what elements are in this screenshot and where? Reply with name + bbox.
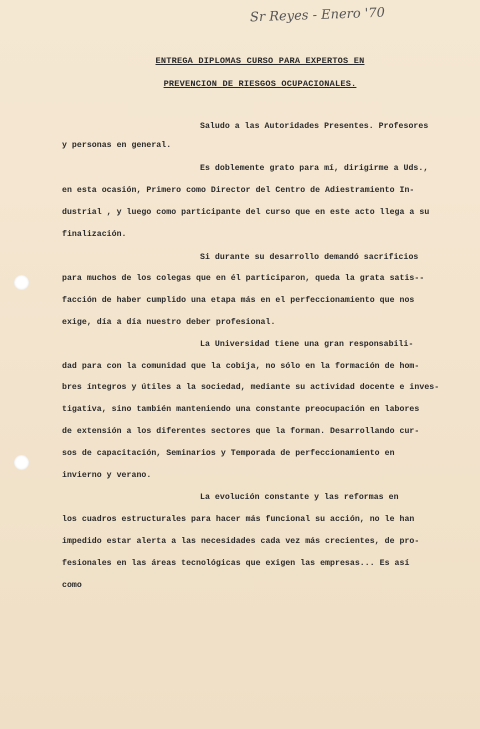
body-line: de extensión a los diferentes sectores que la forman. Desarrollando cur- [62,427,420,436]
body-line: tigativa, sino también manteniendo una constante preocupación en labores [62,405,420,414]
body-line: sos de capacitación, Seminarios y Temporada de perfeccionamiento en [62,449,395,458]
title-line-2: PREVENCION DE RIESGOS OCUPACIONALES. [163,79,357,89]
body-line: dad para con la comunidad que la cobija, no sólo en la formación de hom- [62,362,420,371]
body-line: Es doblemente grato para mí, dirigirme a Uds., [200,164,429,173]
title-line-1: ENTREGA DIPLOMAS CURSO PARA EXPERTOS EN [155,56,365,66]
body-line: dustrial , y luego como participante del curso que en este acto llega a su [62,208,430,217]
punch-hole-bottom [14,455,29,470]
handwritten-annotation: Sr Reyes - Enero '70 [249,5,386,26]
body-line: para muchos de los colegas que en él participaron, queda la grata satis-- [62,274,425,283]
body-line: Saludo a las Autoridades Presentes. Profesores [200,122,429,131]
body-line: impedido estar alerta a las necesidades cada vez más crecientes, de pro- [62,537,420,546]
body-line: en esta ocasión, Primero como Director del Centro de Adiestramiento In- [62,186,415,195]
body-line: invierno y verano. [62,471,152,480]
punch-hole-top [14,275,29,290]
body-line: Si durante su desarrollo demandó sacrificios [200,253,419,262]
body-line: facción de haber cumplido una etapa más en el perfeccionamiento que nos [62,296,415,305]
body-line: como [62,581,82,590]
body-line: La evolución constante y las reformas en [200,493,399,502]
body-line: exige, día a día nuestro deber profesional. [62,318,276,327]
body-line: fesionales en las áreas tecnológicas que exigen las empresas... Es así [62,559,410,568]
body-line: bres íntegros y útiles a la sociedad, mediante su actividad docente e inves- [62,383,440,392]
body-line: La Universidad tiene una gran responsabili- [200,340,414,349]
body-line: los cuadros estructurales para hacer más funcional su acción, no le han [62,515,415,524]
body-line: y personas en general. [62,141,172,150]
body-line: finalización. [62,230,127,239]
